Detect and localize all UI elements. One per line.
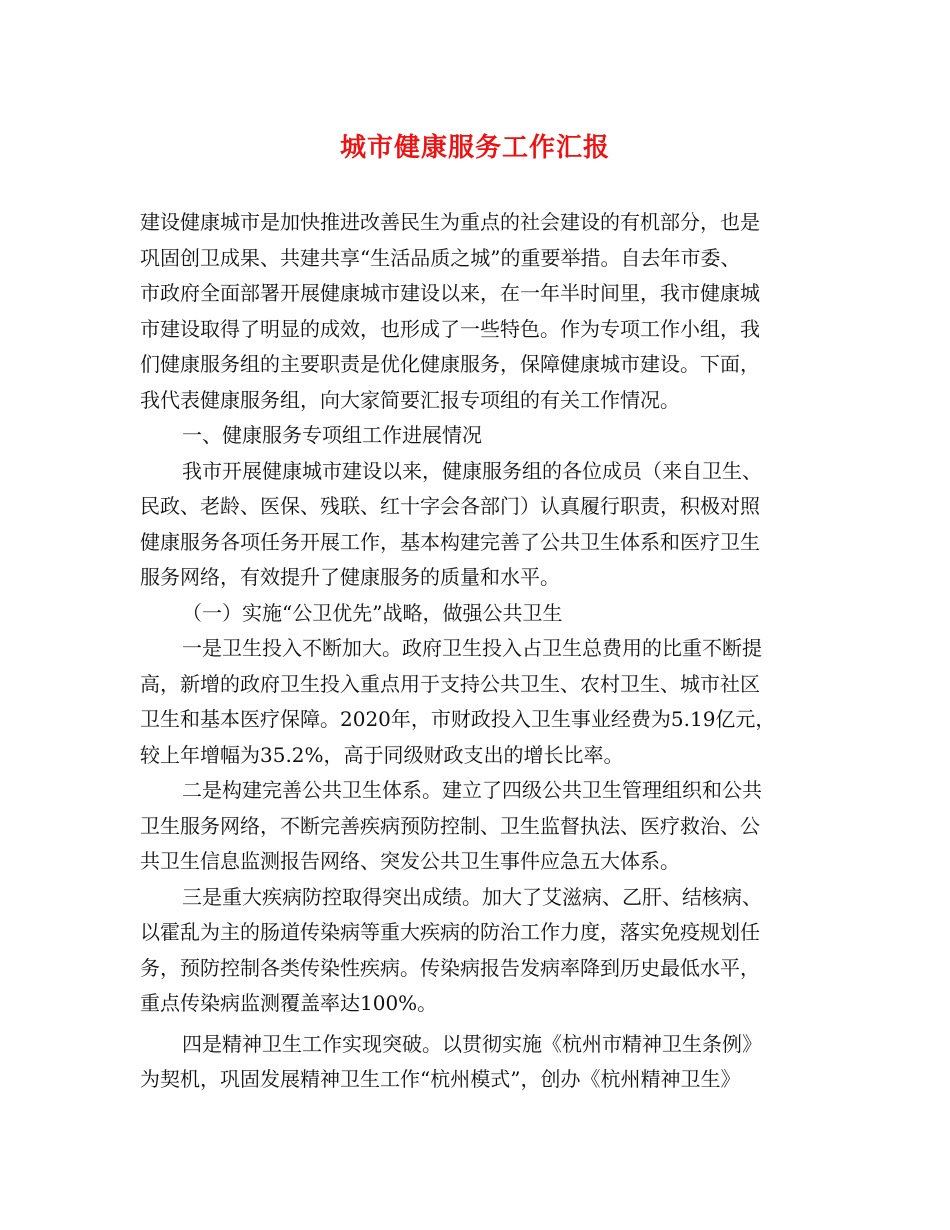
section-heading: 一、健康服务专项组工作进展情况 (182, 423, 482, 447)
text-line: 市建设取得了明显的成效，也形成了一些特色。作为专项工作小组，我 (140, 316, 760, 341)
document-body (140, 205, 816, 1098)
text-line: 务，预防控制各类传染性疾病。传染病报告发病率降到历史最低水平， (140, 955, 760, 980)
text-line: 共卫生信息监测报告网络、突发公共卫生事件应急五大体系。 (140, 849, 680, 873)
text-line: 服务网络，有效提升了健康服务的质量和水平。 (140, 565, 560, 589)
text-line: 建设健康城市是加快推进改善民生为重点的社会建设的有机部分，也是 (140, 210, 760, 234)
text-line: 民政、老龄、医保、残联、红十字会各部门）认真履行职责，积极对照 (140, 494, 760, 518)
text-line: 以霍乱为主的肠道传染病等重大疾病的防治工作力度，落实免疫规划任 (140, 920, 760, 944)
text-line: 较上年增幅为35.2%，高于同级财政支出的增长比率。 (140, 742, 624, 767)
text-line: 重点传染病监测覆盖率达100%。 (140, 991, 438, 1015)
text-line: 巩固创卫成果、共建共享“生活品质之城”的重要举措。自去年市委、 (140, 245, 741, 270)
text-line: 卫生和基本医疗保障。2020年，市财政投入卫生事业经费为5.19亿元， (140, 707, 776, 731)
text-line: 一是卫生投入不断加大。政府卫生投入占卫生总费用的比重不断提 (182, 636, 762, 660)
text-line: 市政府全面部署开展健康城市建设以来，在一年半时间里，我市健康城 (140, 281, 760, 305)
text-line: 二是构建完善公共卫生体系。建立了四级公共卫生管理组织和公共 (182, 778, 762, 802)
text-line: 我市开展健康城市建设以来，健康服务组的各位成员（来自卫生、 (182, 458, 762, 483)
text-line: 为契机，巩固发展精神卫生工作“杭州模式”，创办《杭州精神卫生》 (140, 1067, 741, 1091)
document-title: 城市健康服务工作汇报 (339, 133, 610, 163)
text-line: 们健康服务组的主要职责是优化健康服务，保障健康城市建设。下面， (140, 352, 760, 376)
text-line: 高，新增的政府卫生投入重点用于支持公共卫生、农村卫生、城市社区 (140, 671, 760, 696)
text-line: 健康服务各项任务开展工作，基本构建完善了公共卫生体系和医疗卫生 (140, 529, 760, 554)
text-line: 三是重大疾病防控取得突出成绩。加大了艾滋病、乙肝、结核病、 (182, 884, 762, 909)
text-line: 卫生服务网络，不断完善疾病预防控制、卫生监督执法、医疗救治、公 (140, 813, 760, 838)
text-line: 我代表健康服务组，向大家简要汇报专项组的有关工作情况。 (140, 387, 680, 412)
text-line: 四是精神卫生工作实现突破。以贯彻实施《杭州市精神卫生条例》 (182, 1031, 762, 1056)
subsection-heading: （一）实施“公卫优先”战略，做强公共卫生 (182, 600, 563, 625)
